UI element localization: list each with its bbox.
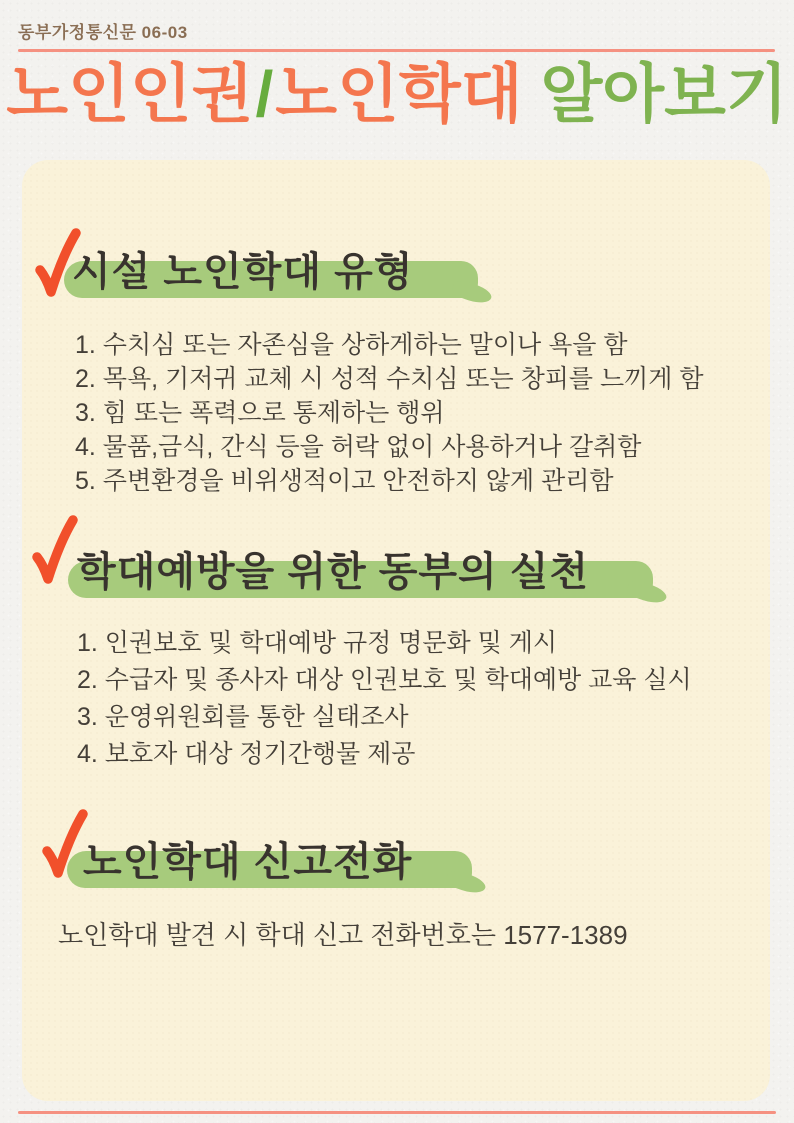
list-item: 3. 운영위원회를 통한 실태조사 bbox=[77, 703, 409, 731]
prevention-list bbox=[77, 625, 692, 773]
checkmark-icon bbox=[40, 804, 88, 890]
hotline-note: 노인학대 발견 시 학대 신고 전화번호는 1577-1389 bbox=[58, 920, 628, 950]
title-part-rights: 노인인권 bbox=[6, 58, 254, 130]
bottom-divider bbox=[18, 1111, 776, 1114]
list-item: 4. 물품,금식, 간식 등을 허락 없이 사용하거나 갈취함 bbox=[75, 433, 642, 461]
list-item: 2. 수급자 및 종사자 대상 인권보호 및 학대예방 교육 실시 bbox=[77, 666, 692, 694]
list-item: 4. 보호자 대상 정기간행물 제공 bbox=[77, 740, 416, 768]
title-slash: / bbox=[255, 58, 274, 130]
checkmark-icon bbox=[33, 228, 81, 304]
section-title: 시설 노인학대 유형 bbox=[72, 250, 414, 294]
section-title: 학대예방을 위한 동부의 실천 bbox=[77, 550, 590, 594]
list-item: 2. 목욕, 기저귀 교체 시 성적 수치심 또는 창피를 느끼게 함 bbox=[75, 365, 704, 393]
top-divider bbox=[18, 49, 775, 52]
section-prevention-heading bbox=[77, 546, 589, 602]
abuse-types-list bbox=[75, 328, 704, 498]
list-item: 1. 수치심 또는 자존심을 상하게하는 말이나 욕을 함 bbox=[75, 331, 628, 359]
list-item: 1. 인권보호 및 학대예방 규정 명문화 및 게시 bbox=[77, 629, 558, 657]
title-part-abuse: 노인학대 bbox=[275, 58, 523, 130]
page-title bbox=[0, 56, 794, 132]
title-part-learn: 알아보기 bbox=[540, 58, 788, 130]
list-item: 5. 주변환경을 비위생적이고 안전하지 않게 관리함 bbox=[75, 467, 614, 495]
section-title: 노인학대 신고전화 bbox=[83, 840, 413, 884]
newsletter-issue-label: 동부가정통신문 06-03 bbox=[18, 23, 188, 42]
list-item: 3. 힘 또는 폭력으로 통제하는 행위 bbox=[75, 399, 445, 427]
section-report-hotline-heading bbox=[83, 836, 412, 892]
checkmark-icon bbox=[30, 510, 78, 596]
content-card bbox=[22, 160, 770, 1101]
section-abuse-types-heading bbox=[72, 246, 413, 302]
